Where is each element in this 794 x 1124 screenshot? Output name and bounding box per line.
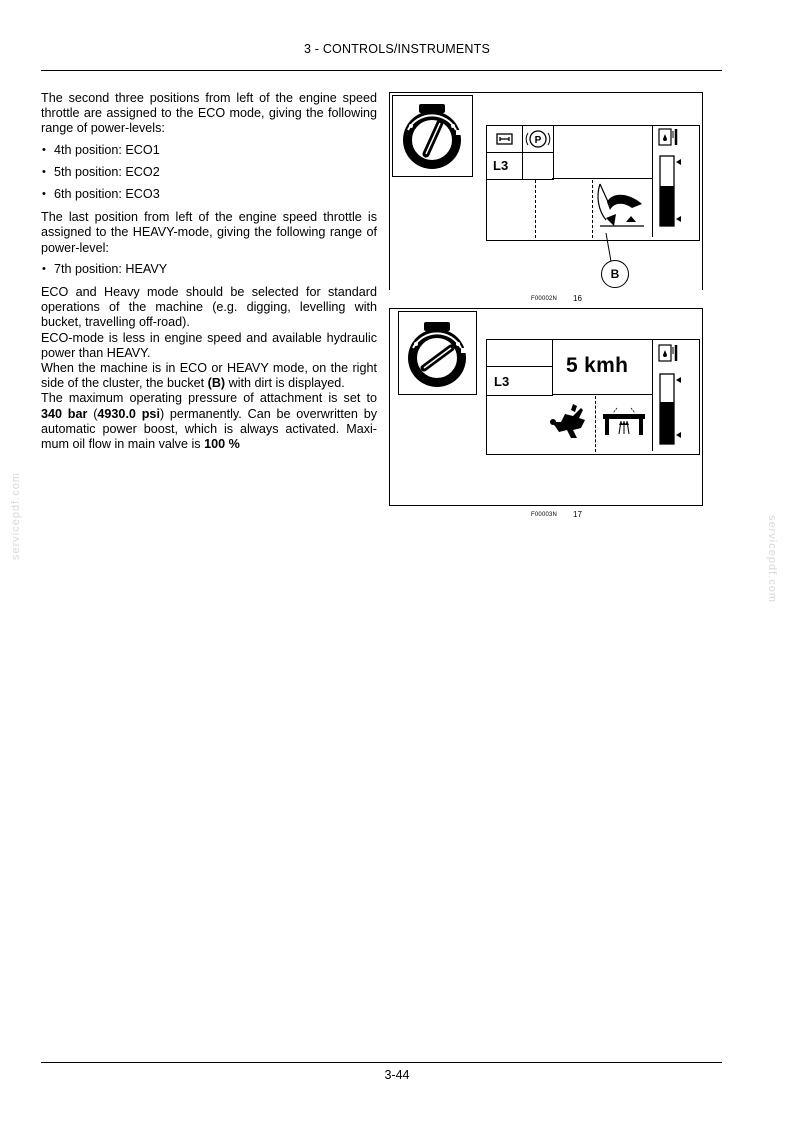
watermark-left: servicepdf.com	[10, 472, 22, 560]
throttle-gauge-icon	[392, 95, 473, 177]
cluster-panel	[486, 339, 700, 455]
dashed-divider	[595, 396, 596, 452]
gear-label: L3	[493, 158, 509, 173]
bucket-with-dirt-icon	[594, 178, 650, 238]
oil-flow-value: 100 %	[204, 437, 240, 452]
callout-reference-b: (B)	[207, 376, 226, 391]
gear-label-cell	[487, 152, 523, 180]
figure-17-cluster-display	[389, 308, 703, 506]
body-text-column	[41, 91, 377, 452]
operating-pressure-text: The maximum operating pressure of attachment is set to 340 bar (4930.0 psi) permanently. Can be overwritten by automatic power boost, which is always activated. Maxi-mum oil flow in main valve is 100 %	[41, 391, 377, 452]
gear-label: L3	[494, 374, 510, 389]
list-item: • 4th position: ECO1	[41, 143, 377, 158]
parking-brake-icon	[523, 126, 553, 152]
transmission-icon	[487, 126, 522, 152]
heavy-positions-list	[41, 262, 377, 277]
empty-cell	[487, 340, 553, 367]
hare-fast-speed-icon	[547, 402, 593, 442]
cluster-panel	[486, 125, 700, 241]
list-item: • 7th position: HEAVY	[41, 262, 377, 277]
speed-cell	[552, 340, 653, 395]
standard-operations-text: ECO and Heavy mode should be selected for standard operations of the machine (e.g. digging, levelling with bucket, travelling off-road).	[41, 285, 377, 330]
figure-code: F00003N	[531, 512, 558, 518]
parking-brake-cell	[522, 126, 554, 153]
figure-16-cluster-display	[389, 92, 703, 290]
list-item: • 5th position: ECO2	[41, 165, 377, 180]
speed-cell	[552, 126, 653, 179]
hydraulic-oil-temp-icon	[653, 340, 697, 451]
page-number: 3-44	[384, 1068, 410, 1082]
figure-number: 16	[573, 294, 582, 303]
attachment-lift-icon	[599, 404, 649, 442]
figure-number: 17	[573, 510, 582, 519]
eco-mode-paragraph: The second three positions from left of the engine speed throttle are assigned to the ECO mode, giving the following range of power-levels:	[41, 91, 377, 136]
figure-code: F00002N	[531, 296, 558, 302]
hydraulic-oil-temp-icon	[653, 126, 697, 237]
pressure-bar-value: 340 bar	[41, 406, 88, 421]
oil-temp-cell	[652, 340, 697, 451]
header-rule	[41, 70, 722, 71]
pressure-psi-value: 4930.0 psi	[97, 406, 160, 421]
parking-symbol: P	[534, 135, 542, 146]
dashed-divider	[592, 180, 593, 238]
oil-temp-cell	[652, 126, 697, 237]
dashed-divider	[535, 180, 536, 238]
heavy-mode-paragraph: The last position from left of the engine speed throttle is assigned to the HEAVY-mode, giving the following range of power-level:	[41, 210, 377, 255]
callout-b: B	[601, 260, 629, 288]
list-item: • 6th position: ECO3	[41, 187, 377, 202]
page-header-title: 3 - CONTROLS/INSTRUMENTS	[303, 42, 491, 56]
eco-mode-comparison-text: ECO-mode is less in engine speed and available hydraulic power than HEAVY.	[41, 330, 377, 360]
gear-label-cell	[487, 366, 553, 396]
bucket-display-text: When the machine is in ECO or HEAVY mode, on the right side of the cluster, the bucket (B) with dirt is displayed.	[41, 361, 377, 391]
throttle-gauge-icon	[398, 311, 477, 395]
empty-cell	[522, 152, 554, 180]
eco-positions-list	[41, 143, 377, 203]
watermark-right: servicepdf.com	[766, 515, 778, 603]
speed-readout: 5 kmh	[566, 354, 629, 377]
footer-rule	[41, 1062, 722, 1063]
transmission-icon-cell	[487, 126, 523, 153]
